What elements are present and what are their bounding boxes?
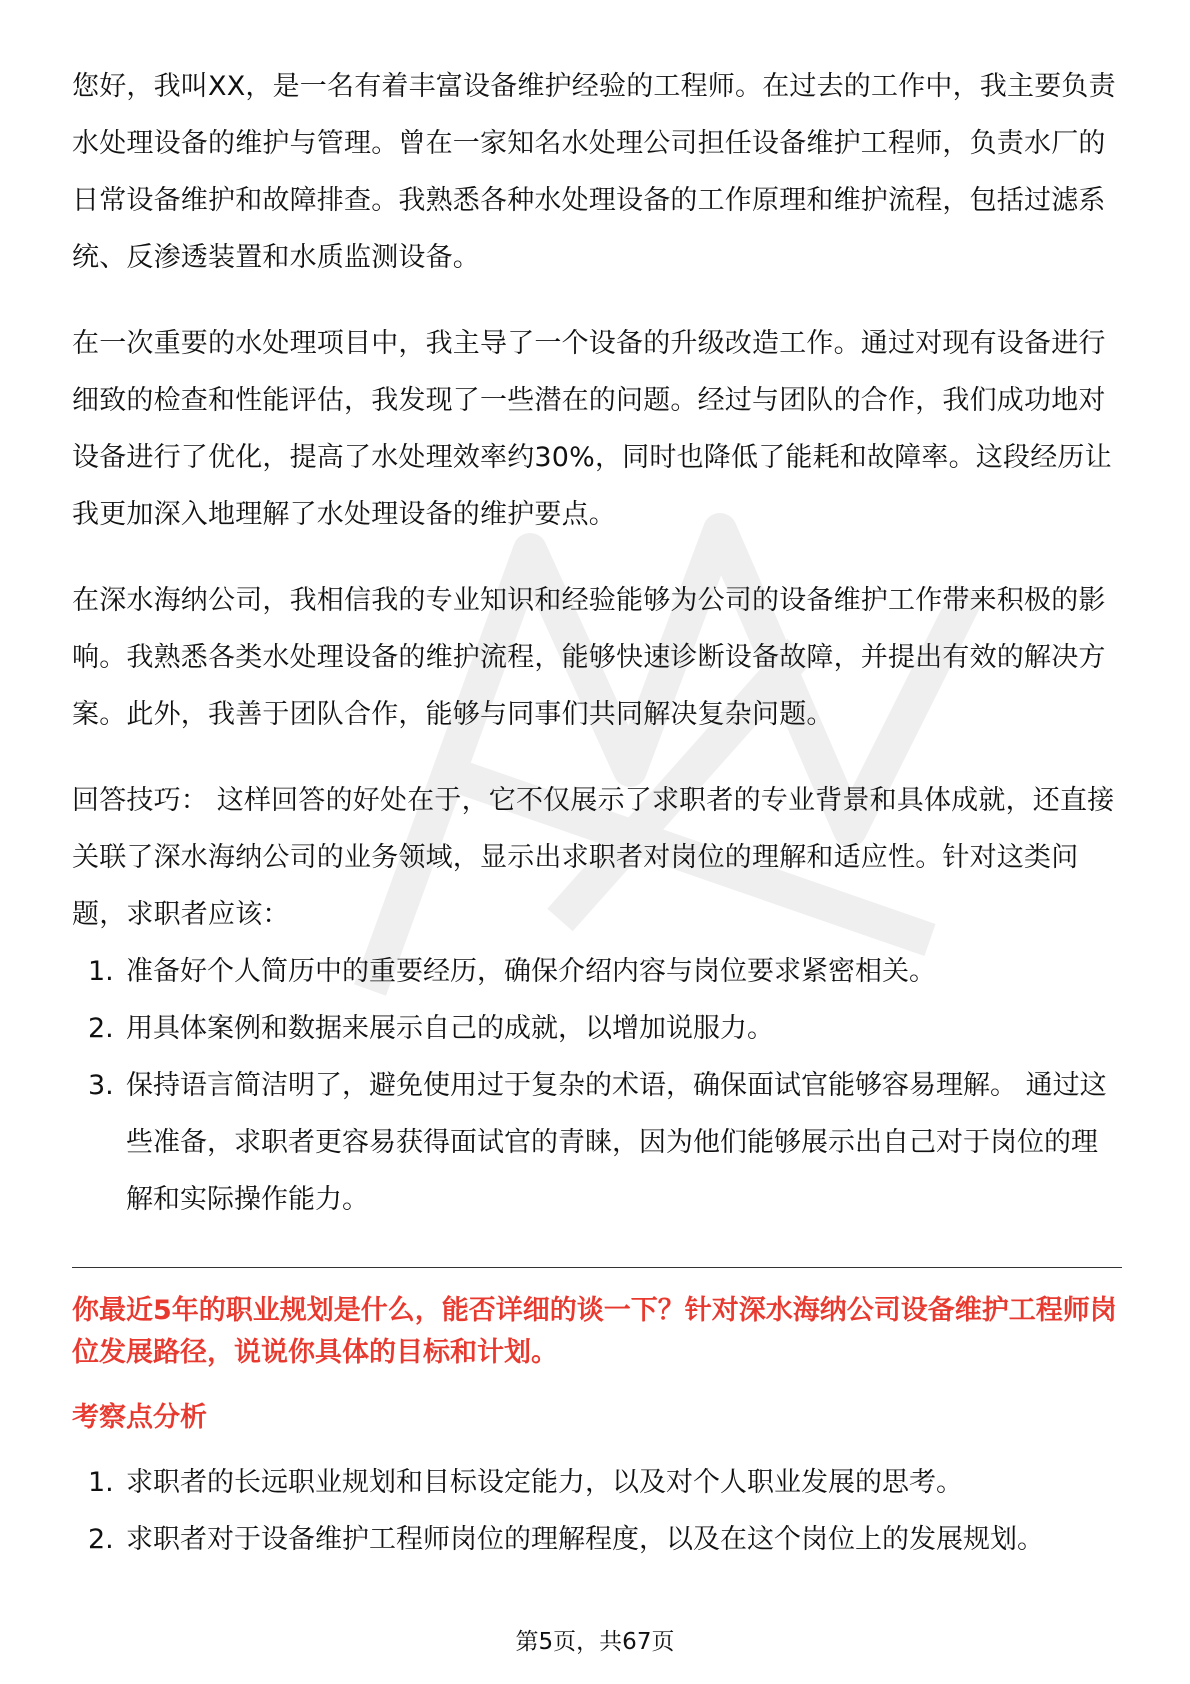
paragraph-intro: 您好，我叫XX，是一名有着丰富设备维护经验的工程师。在过去的工作中，我主要负责水处理设备的维护与管理。曾在一家知名水处理公司担任设备维护工程师，负责水厂的日常设备维护和故障排查。我熟悉各种水处理设备的工作原理和维护流程，包括过滤系统、反渗透装置和水质监测设备。 <box>72 71 1116 273</box>
list-item-number: 2. <box>88 1013 114 1044</box>
list-item-number: 1. <box>88 1467 114 1498</box>
list-item-text: 求职者对于设备维护工程师岗位的理解程度，以及在这个岗位上的发展规划。 <box>126 1524 1044 1555</box>
paragraph-answer-tips: 回答技巧： 这样回答的好处在于，它不仅展示了求职者的专业背景和具体成就，还直接关联了深水海纳公司的业务领域，显示出求职者对岗位的理解和适应性。针对这类问题，求职者应该： <box>72 785 1115 930</box>
list-item-number: 1. <box>88 956 114 987</box>
paragraph-project: 在一次重要的水处理项目中，我主导了一个设备的升级改造工作。通过对现有设备进行细致的检查和性能评估，我发现了一些潜在的问题。经过与团队的合作，我们成功地对设备进行了优化，提高了水处理效率约30%，同时也降低了能耗和故障率。这段经历让我更加深入地理解了水处理设备的维护要点。 <box>72 328 1112 530</box>
list-item <box>72 943 1122 1000</box>
analysis-heading: 考察点分析 <box>72 1402 207 1433</box>
interview-question: 你最近5年的职业规划是什么，能否详细的谈一下？针对深水海纳公司设备维护工程师岗位发展路径，说说你具体的目标和计划。 <box>72 1295 1117 1368</box>
paragraph-company: 在深水海纳公司，我相信我的专业知识和经验能够为公司的设备维护工作带来积极的影响。我熟悉各类水处理设备的维护流程，能够快速诊断设备故障，并提出有效的解决方案。此外，我善于团队合作，能够与同事们共同解决复杂问题。 <box>72 585 1106 730</box>
list-item <box>72 1057 1122 1228</box>
list-item-text: 保持语言简洁明了，避免使用过于复杂的术语，确保面试官能够容易理解。 通过这些准备，求职者更容易获得面试官的青睐，因为他们能够展示出自己对于岗位的理解和实际操作能力。 <box>126 1070 1107 1215</box>
tips-list <box>72 943 1122 1228</box>
page-number: 第5页，共67页 <box>515 1629 675 1655</box>
list-item <box>72 1454 1122 1511</box>
analysis-list <box>72 1454 1122 1568</box>
list-item-text: 求职者的长远职业规划和目标设定能力，以及对个人职业发展的思考。 <box>126 1467 963 1498</box>
main-content <box>72 58 1122 1568</box>
list-item-number: 3. <box>88 1070 114 1101</box>
list-item <box>72 1000 1122 1057</box>
list-item-text: 用具体案例和数据来展示自己的成就，以增加说服力。 <box>126 1013 774 1044</box>
list-item <box>72 1511 1122 1568</box>
list-item-number: 2. <box>88 1524 114 1555</box>
list-item-text: 准备好个人简历中的重要经历，确保介绍内容与岗位要求紧密相关。 <box>126 956 936 987</box>
section-divider <box>72 1267 1122 1268</box>
